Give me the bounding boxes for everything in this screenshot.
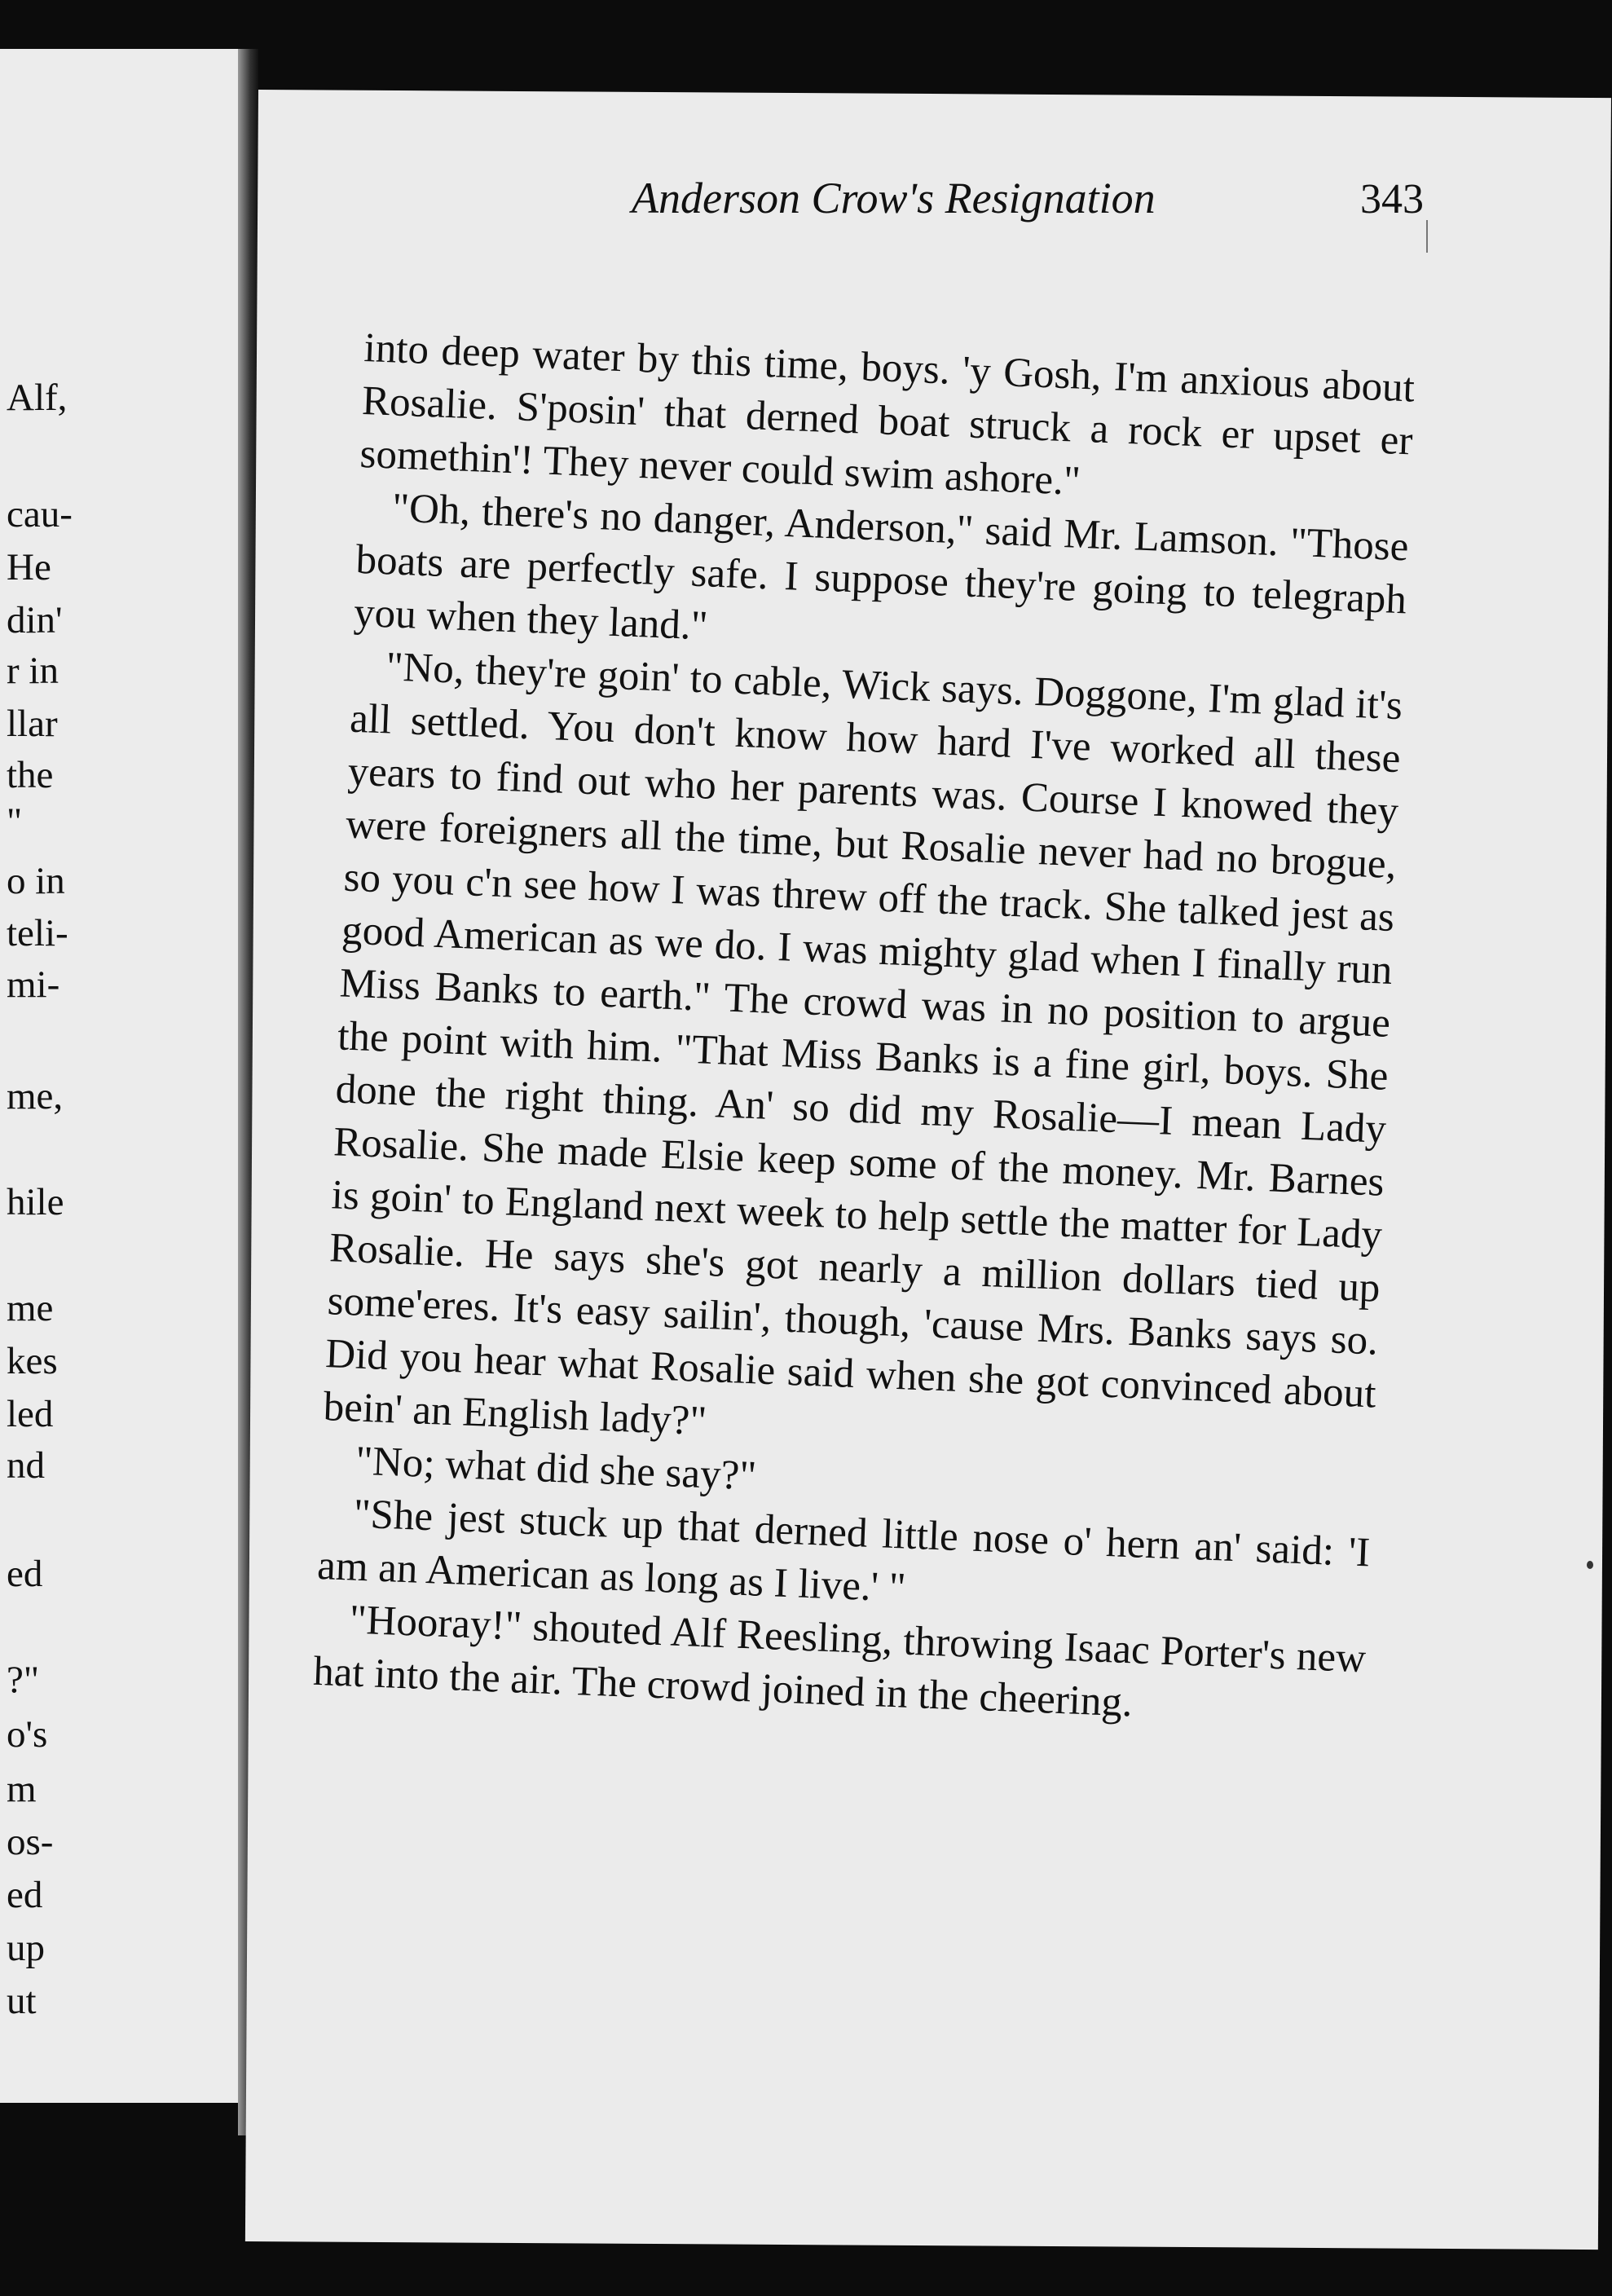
left-page-fragment: kes bbox=[7, 1340, 58, 1382]
left-page-fragment: o in bbox=[7, 860, 65, 902]
left-page-fragment: m bbox=[7, 1768, 37, 1810]
paragraph: "No; what did she say?" bbox=[355, 1438, 758, 1500]
paragraph: "Oh, there's no danger, Anderson," said Mr. Lamson. "Those boats are perfectly safe. I suppose they're going to telegraph you when they land." bbox=[353, 485, 1410, 650]
paragraph: "No, they're goin' to cable, Wick says. Doggone, I'm glad it's all settled. You don't know how hard I've worked all these years to find out who her parents was. Course I knowed they were foreigners all the time, but Rosalie never had no brogue, so you c'n see how I was threw off the track. She talked jest as good American as we do. I was mighty glad when I finally run Miss Banks to earth." The crowd was in no position to argue the point with him. "That Miss Banks is a fine girl, boys. She done the right thing. An' so did my Rosalie—I mean Lady Rosalie. She made Elsie keep some of the money. Mr. Barnes is goin' to England next week to help settle the matter for Lady Rosalie. He says she's got nearly a million dollars tied up some'eres. It's easy sailin', though, 'cause Mrs. Banks says so. Did you hear what Rosalie said when she got convinced about bein' an English lady?" bbox=[322, 644, 1403, 1445]
left-page-fragment: " bbox=[7, 800, 23, 843]
left-page-fragment: He bbox=[7, 546, 51, 588]
left-page-fragment: cau- bbox=[7, 493, 73, 535]
left-page-fragment: ed bbox=[7, 1553, 43, 1595]
left-page-fragment: led bbox=[7, 1393, 54, 1435]
paragraph: "Hooray!" shouted Alf Reesling, throwing Isaac Porter's new hat into the air. The crowd joined in the cheering. bbox=[312, 1597, 1368, 1726]
left-page-fragment: Alf, bbox=[7, 377, 68, 419]
left-page-fragment: ?" bbox=[7, 1659, 40, 1701]
left-page-fragment: nd bbox=[7, 1444, 45, 1487]
left-page-fragment: hile bbox=[7, 1181, 64, 1223]
page-number: 343 bbox=[1360, 176, 1424, 223]
left-page-fragment: me bbox=[7, 1287, 54, 1329]
paragraph: into deep water by this time, boys. 'y Gosh, I'm anxious about Rosalie. S'posin' that derned boat struck a rock er upset er somethin'! They never could swim ashore." bbox=[359, 324, 1416, 505]
scan-mark bbox=[1426, 220, 1428, 253]
left-page-fragment: mi- bbox=[7, 963, 60, 1006]
running-head bbox=[381, 173, 1432, 223]
left-page-fragment: me, bbox=[7, 1075, 64, 1117]
running-title: Anderson Crow's Resignation bbox=[632, 174, 1156, 223]
left-page-fragment: r in bbox=[7, 650, 59, 692]
left-page-fragment: o's bbox=[7, 1713, 48, 1756]
left-page-fragment: the bbox=[7, 754, 54, 796]
left-page-fragment: ed bbox=[7, 1874, 43, 1916]
left-page-fragment: up bbox=[7, 1927, 45, 1969]
left-facing-page bbox=[0, 49, 238, 2103]
left-page-fragment: ut bbox=[7, 1980, 37, 2022]
left-page-fragment: os- bbox=[7, 1821, 54, 1863]
scan-speck bbox=[1587, 1561, 1593, 1569]
left-page-fragment: llar bbox=[7, 703, 58, 745]
left-page-fragment: teli- bbox=[7, 912, 68, 954]
page-body bbox=[312, 322, 1416, 1739]
paragraph: "She jest stuck up that derned little nose o' hern an' said: 'I am an American as long as I live.' " bbox=[316, 1491, 1372, 1611]
left-page-fragment: din' bbox=[7, 599, 63, 641]
